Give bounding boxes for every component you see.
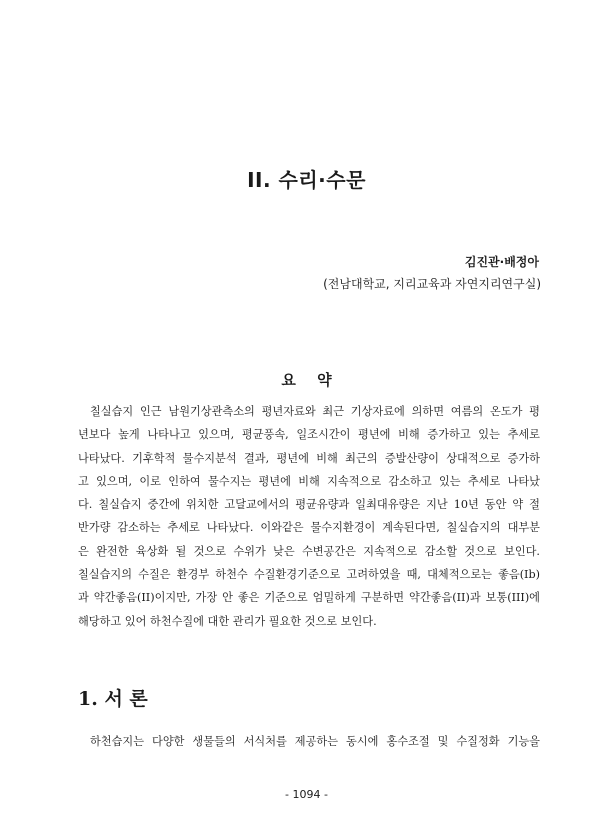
- abstract-line: 다. 칠실습지 중간에 위치한 고달교에서의 평균유량과 일최대유량은 지난 10년 동안 약 절: [78, 498, 540, 512]
- abstract-line: 고 있으며, 이로 인하여 물수지는 평년에 비해 지속적으로 감소하고 있는 추세로 나타났: [78, 474, 540, 488]
- section-heading: 1. 서 론: [78, 688, 148, 710]
- abstract-heading: 요 약: [281, 371, 332, 389]
- abstract-line: 은 완전한 육상화 될 것으로 수위가 낮은 수변공간은 지속적으로 감소할 것으로 보인다.: [78, 544, 540, 558]
- abstract-line: 나타났다. 기후학적 물수지분석 결과, 평년에 비해 최근의 증발산량이 상대적으로 증가하: [78, 451, 540, 465]
- page-title: II. 수리·수문: [247, 168, 366, 192]
- abstract-line: 칠실습지의 수질은 환경부 하천수 수질환경기준으로 고려하였을 때, 대체적으로는 좋음(Ib): [78, 568, 540, 582]
- affiliation: (전남대학교, 지리교육과 자연지리연구실): [323, 277, 541, 291]
- abstract-line: 칠실습지 인근 남원기상관측소의 평년자료와 최근 기상자료에 의하면 여름의 온도가 평: [90, 405, 540, 418]
- abstract-line: 과 약간좋음(II)이지만, 가장 안 좋은 기준으로 엄밀하게 구분하면 약간좋음(II)과 보통(III)에: [78, 591, 540, 605]
- abstract-line: 반가량 감소하는 추세로 나타났다. 이와같은 물수지환경이 계속된다면, 칠실습지의 대부분: [78, 521, 540, 535]
- abstract-body: [78, 400, 540, 633]
- authors: 김진관·배정아: [464, 255, 539, 269]
- intro-paragraph: 하천습지는 다양한 생물들의 서식처를 제공하는 동시에 홍수조절 및 수질정화 기능을: [90, 735, 540, 748]
- abstract-line: 년보다 높게 나타나고 있으며, 평균풍속, 일조시간이 평년에 비해 증가하고 있는 추세로: [78, 428, 540, 442]
- page-number: - 1094 -: [285, 788, 328, 801]
- abstract-line: 해당하고 있어 하천수질에 대한 관리가 필요한 것으로 보인다.: [78, 614, 377, 628]
